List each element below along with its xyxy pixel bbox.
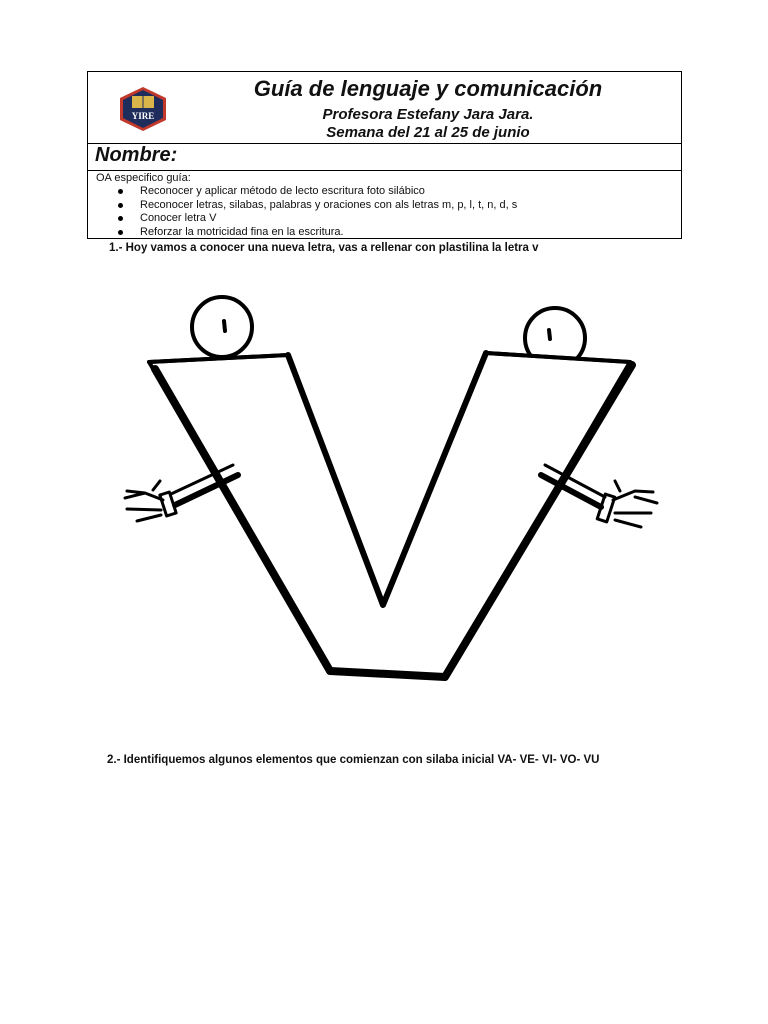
objective-item: Conocer letra V: [88, 212, 517, 226]
header-title-row: [88, 72, 681, 144]
school-logo: [118, 86, 168, 132]
question-2: 2.- Identifiquemos algunos elementos que comienzan con silaba inicial VA- VE- VI- VO- VU: [107, 754, 600, 766]
objectives-list: [88, 185, 517, 239]
objective-item: Reconocer letras, silabas, palabras y oraciones con als letras m, p, l, t, n, d, s: [88, 199, 517, 213]
week-dates: Semana del 21 al 25 de junio: [326, 124, 530, 141]
letter-v-character-icon[interactable]: [105, 295, 665, 690]
objectives-row: [88, 170, 681, 240]
question-1: 1.- Hoy vamos a conocer una nueva letra, vas a rellenar con plastilina la letra v: [109, 242, 539, 254]
objective-item: Reforzar la motricidad fina en la escritura.: [88, 226, 517, 240]
name-row[interactable]: [88, 143, 681, 171]
page-title: Guía de lenguaje y comunicación: [253, 76, 603, 101]
name-label: Nombre:: [95, 144, 178, 166]
objective-item: Reconocer y aplicar método de lecto escritura foto silábico: [88, 185, 517, 199]
logo-text: YIRE: [131, 111, 155, 121]
header-table: [87, 71, 682, 239]
objectives-title: OA especifico guía:: [96, 172, 191, 184]
teacher-name: Profesora Estefany Jara Jara.: [322, 106, 534, 123]
